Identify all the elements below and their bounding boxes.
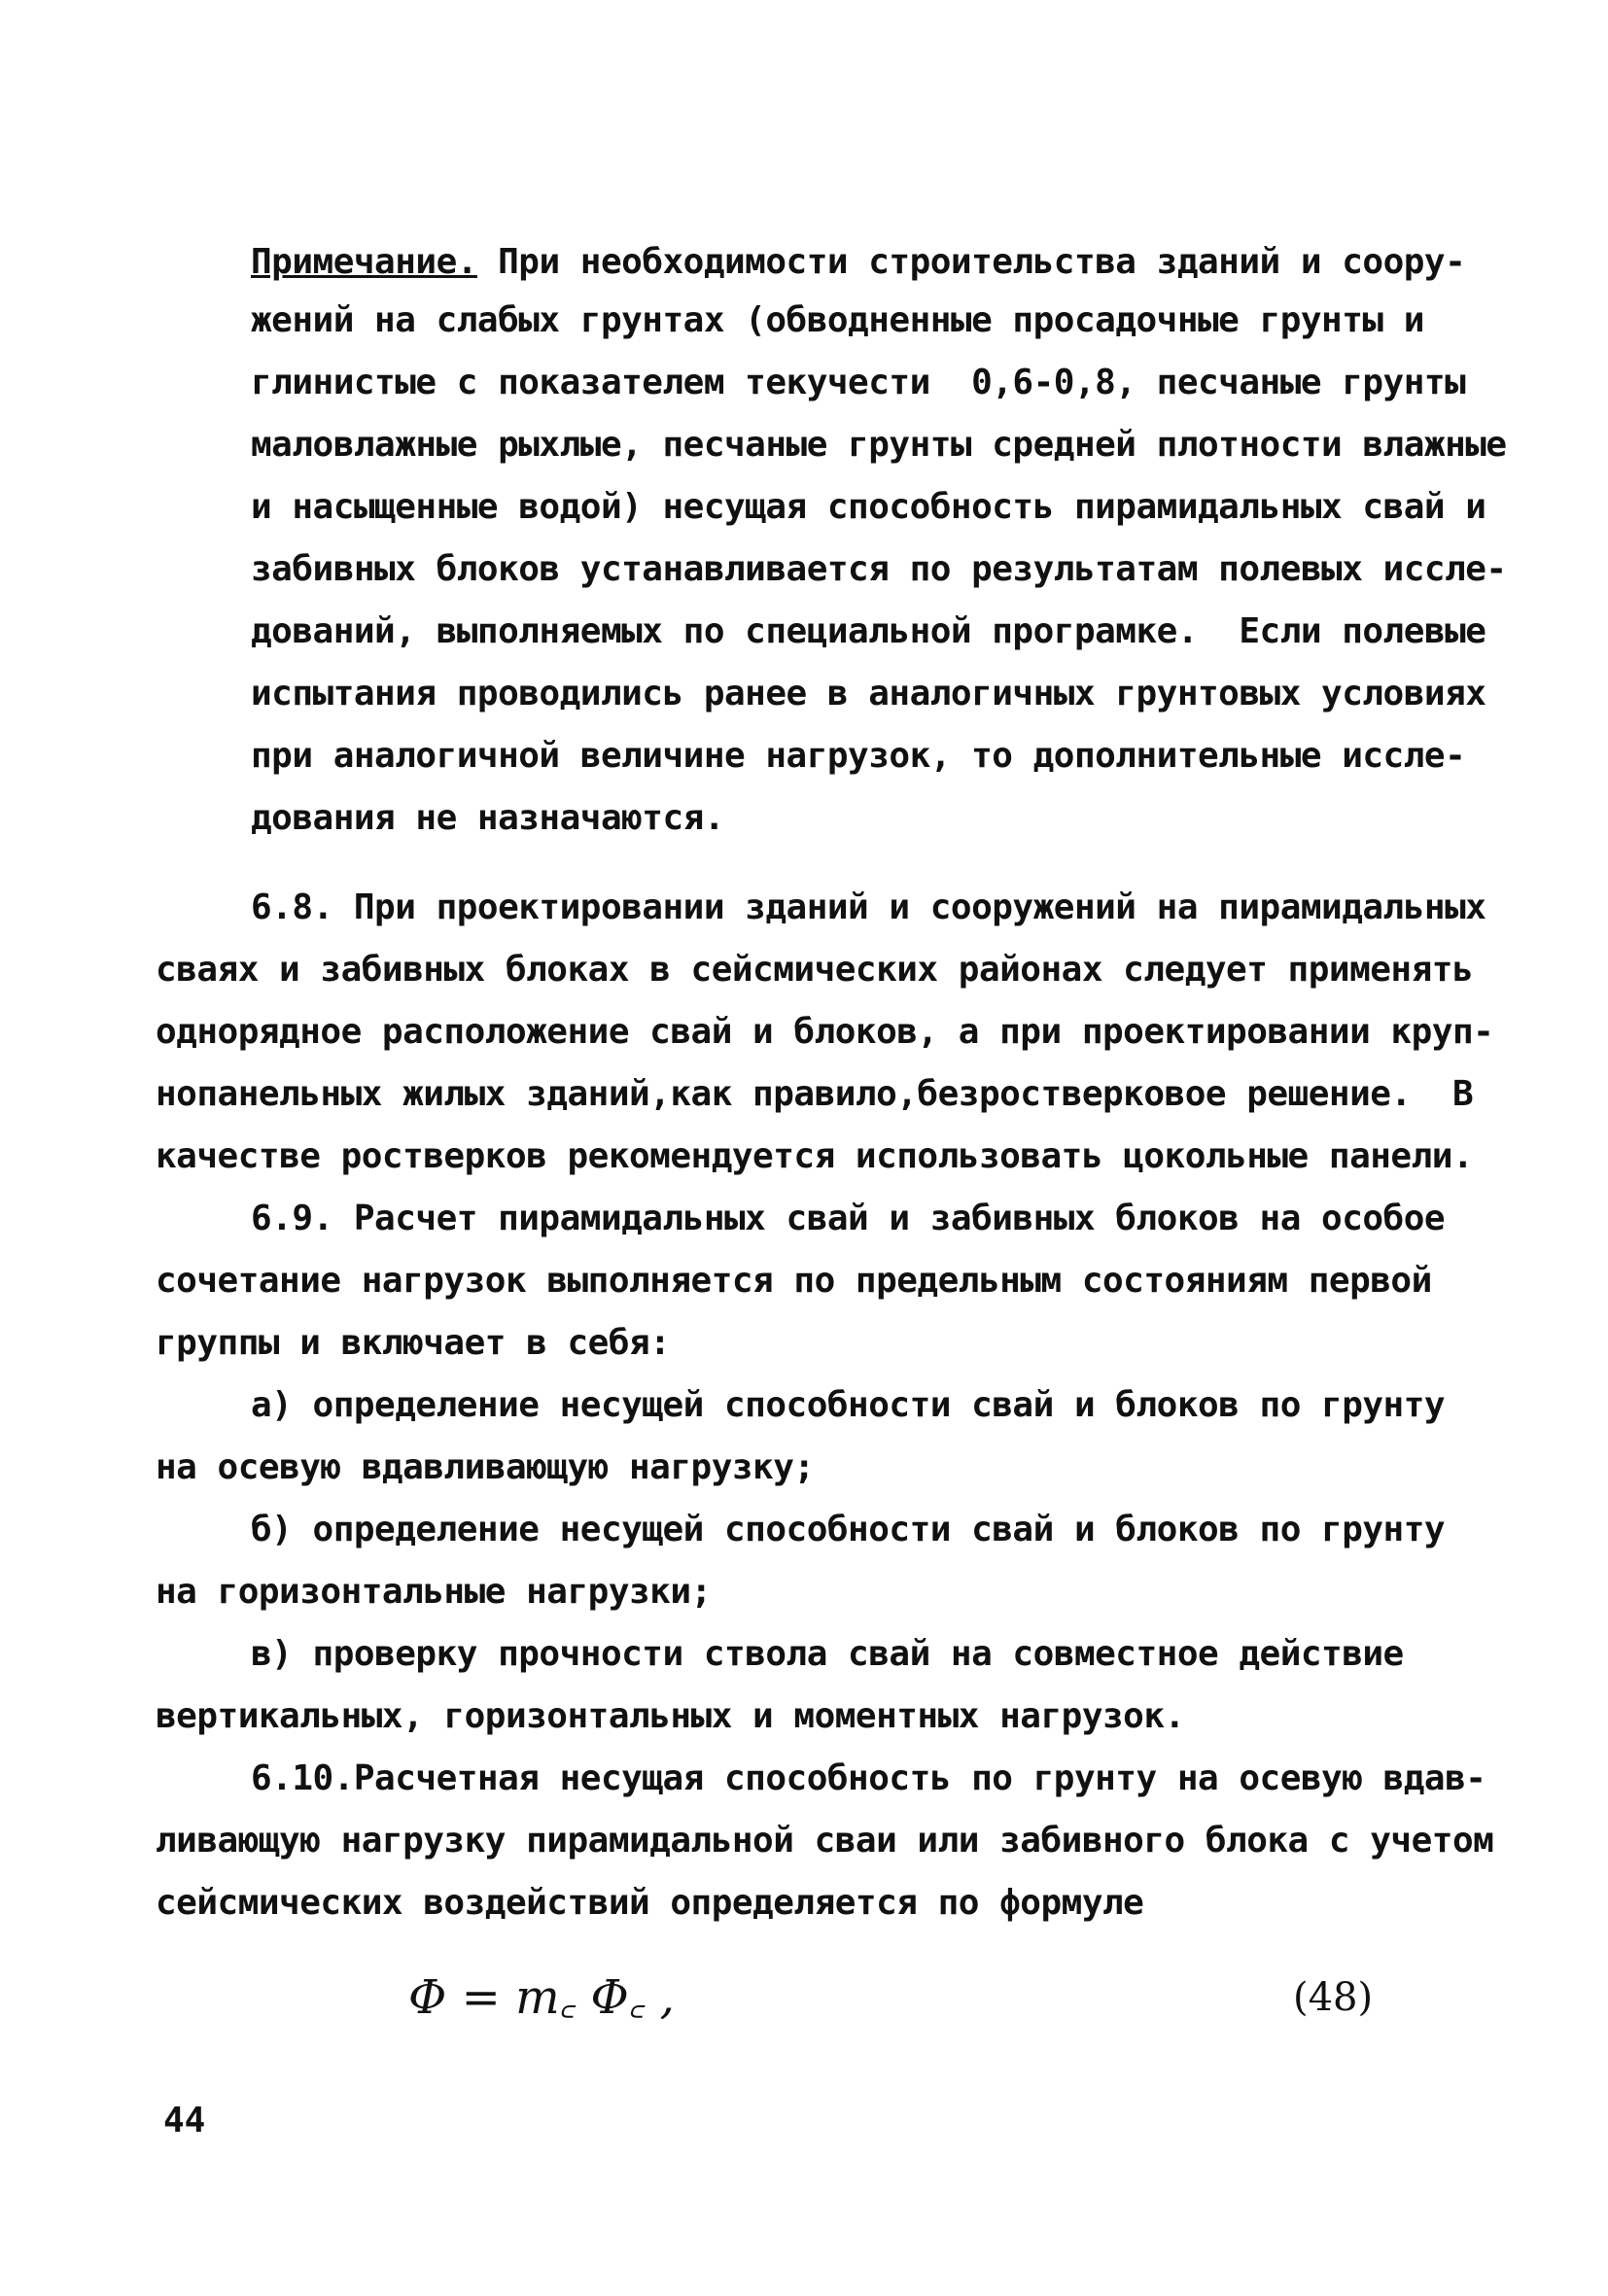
page-number: 44 xyxy=(163,2101,206,2140)
section-6-9-line: группы и включает в себя: xyxy=(156,1323,671,1363)
note-line: при аналогичной величине нагрузок, то дополнительные иссле- xyxy=(251,736,1466,776)
note-line: забивных блоков устанавливается по результатам полевых иссле- xyxy=(251,549,1507,589)
section-6-9-line: 6.9. Расчет пирамидальных свай и забивных блоков на особое xyxy=(251,1199,1446,1238)
section-6-8-line: нопанельных жилых зданий,как правило,безростверковое решение. В xyxy=(156,1074,1474,1114)
section-6-9-line: сочетание нагрузок выполняется по предельным состояниям первой xyxy=(156,1261,1432,1301)
note-line: маловлажные рыхлые, песчаные грунты средней плотности влажные xyxy=(251,425,1507,465)
section-6-8-line: 6.8. При проектировании зданий и сооружений на пирамидальных xyxy=(251,887,1486,927)
formula-number: (48) xyxy=(1293,1975,1374,2020)
section-6-10-line: сейсмических воздействий определяется по формуле xyxy=(156,1883,1144,1923)
note-line: и насыщенные водой) несущая способность пирамидальных свай и xyxy=(251,487,1486,527)
note-line: испытания проводились ранее в аналогичных грунтовых условиях xyxy=(251,674,1486,713)
section-6-8-line: качестве ростверков рекомендуется использовать цокольные панели. xyxy=(156,1136,1474,1176)
note-line: глинистые с показателем текучести 0,6-0,8, песчаные грунты xyxy=(251,363,1466,402)
formula: Φ = m꜀ Φ꜀ , xyxy=(408,1970,675,2025)
note-line: жений на слабых грунтах (обводненные просадочные грунты и xyxy=(251,300,1424,340)
section-6-10-line: ливающую нагрузку пирамидальной сваи или забивного блока с учетом xyxy=(156,1821,1494,1861)
note-line: При необходимости строительства зданий и соору- xyxy=(476,242,1466,282)
list-item-c: в) проверку прочности ствола свай на совместное действие xyxy=(251,1634,1404,1674)
list-item-b: б) определение несущей способности свай и блоков по грунту xyxy=(251,1510,1446,1549)
section-6-10-line: 6.10.Расчетная несущая способность по грунту на осевую вдав- xyxy=(251,1758,1486,1798)
note-line: дования не назначаются. xyxy=(251,798,724,838)
list-item-a-cont: на осевую вдавливающую нагрузку; xyxy=(156,1447,815,1487)
section-6-8-line: однорядное расположение свай и блоков, а при проектировании круп- xyxy=(156,1012,1494,1052)
list-item-b-cont: на горизонтальные нагрузки; xyxy=(156,1572,712,1612)
note-line: дований, выполняемых по специальной програмке. Если полевые xyxy=(251,611,1486,651)
note-label: Примечание. xyxy=(251,242,477,282)
list-item-a: а) определение несущей способности свай и блоков по грунту xyxy=(251,1385,1446,1425)
note-first-line xyxy=(251,241,1465,284)
section-6-8-line: сваях и забивных блоках в сейсмических районах следует применять xyxy=(156,950,1474,990)
list-item-c-cont: вертикальных, горизонтальных и моментных нагрузок. xyxy=(156,1696,1185,1736)
